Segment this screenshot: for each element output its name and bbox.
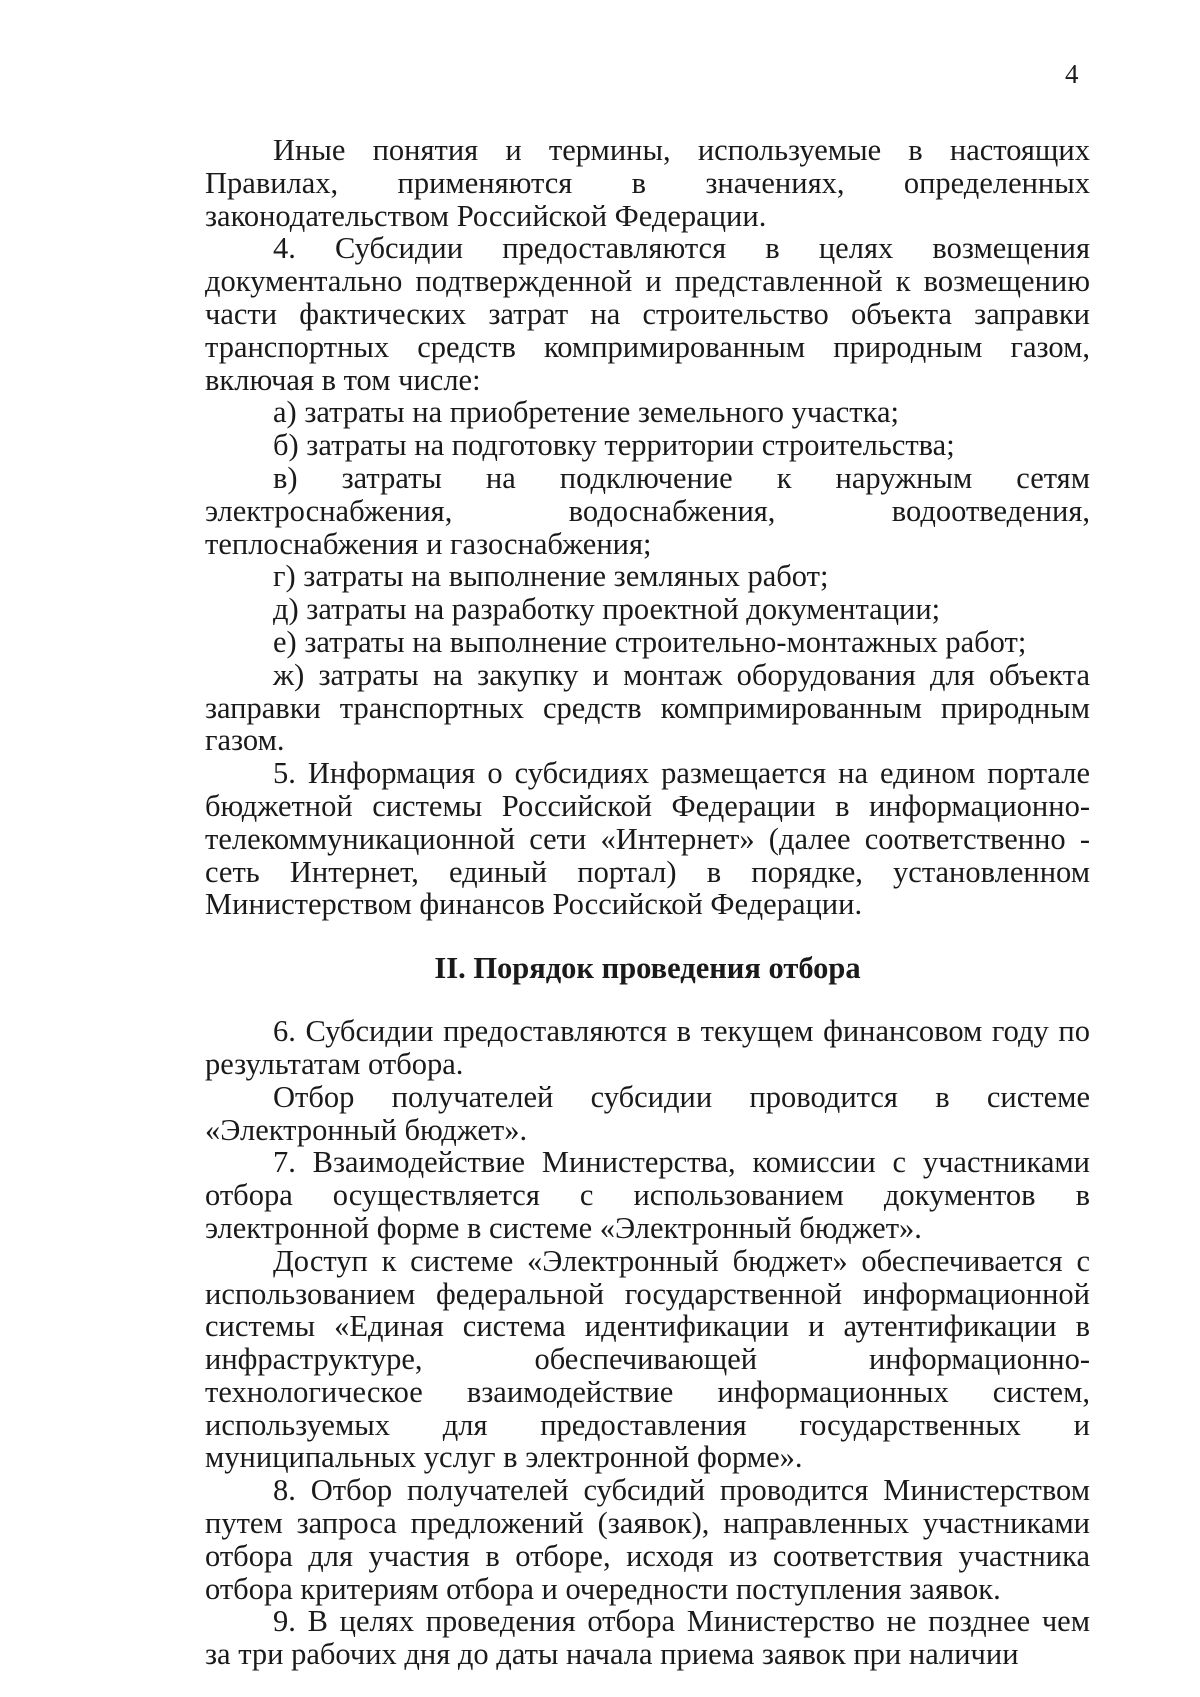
subitem-a: а) затраты на приобретение земельного участка; — [273, 395, 899, 430]
paragraph-item-8: 8. Отбор получателей субсидий проводится Министерством путем запроса предложений (заявок), направленных участниками отбора для участия в отборе, исходя из соответствия участника отбора критериям отбора и очередности поступления заявок. — [205, 1473, 1090, 1606]
paragraph-selection-system: Отбор получателей субсидии проводится в системе «Электронный бюджет». — [205, 1079, 1090, 1147]
paragraph-access: Доступ к системе «Электронный бюджет» обеспечивается с использованием федеральной государственной информационной системы «Единая система идентификации и аутентификации в инфраструктуре, обеспечивающей информационно-технологическое взаимодействие информационных систем, используемых для предоставления государственных и муниципальных услуг в электронной форме». — [205, 1243, 1090, 1475]
subitem-d: д) затраты на разработку проектной документации; — [273, 592, 941, 627]
subitem-v: в) затраты на подключение к наружным сетям электроснабжения, водоснабжения, водоотведения, теплоснабжения и газоснабжения; — [205, 460, 1090, 561]
subitem-b: б) затраты на подготовку территории строительства; — [273, 428, 955, 463]
page-number: 4 — [1065, 59, 1079, 89]
subitem-g: г) затраты на выполнение земляных работ; — [273, 559, 829, 594]
subitem-e: е) затраты на выполнение строительно-монтажных работ; — [273, 624, 1027, 659]
paragraph-terms: Иные понятия и термины, используемые в настоящих Правилах, применяются в значениях, определенных законодательством Российской Федерации. — [205, 133, 1090, 233]
paragraph-item-9: 9. В целях проведения отбора Министерство не позднее чем за три рабочих дня до даты начала приема заявок при наличии — [205, 1604, 1090, 1672]
subitem-zh: ж) затраты на закупку и монтаж оборудования для объекта заправки транспортных средств компримированным природным газом. — [205, 657, 1090, 758]
document-body — [205, 134, 1090, 1671]
paragraph-item-7: 7. Взаимодействие Министерства, комиссии с участниками отбора осуществляется с использованием документов в электронной форме в системе «Электронный бюджет». — [205, 1145, 1090, 1245]
paragraph-item-5: 5. Информация о субсидиях размещается на едином портале бюджетной системы Российской Федерации в информационно-телекоммуникационной сети «Интернет» (далее соответственно - сеть Интернет, единый портал) в порядке, установленном Министерством финансов Российской Федерации. — [205, 756, 1090, 922]
section-heading: II. Порядок проведения отбора — [434, 951, 861, 986]
paragraph-item-6: 6. Субсидии предоставляются в текущем финансовом году по результатам отбора. — [205, 1014, 1090, 1081]
paragraph-item-4: 4. Субсидии предоставляются в целях возмещения документально подтвержденной и представленной к возмещению части фактических затрат на строительство объекта заправки транспортных средств компримированным природным газом, включая в том числе: — [205, 231, 1090, 397]
